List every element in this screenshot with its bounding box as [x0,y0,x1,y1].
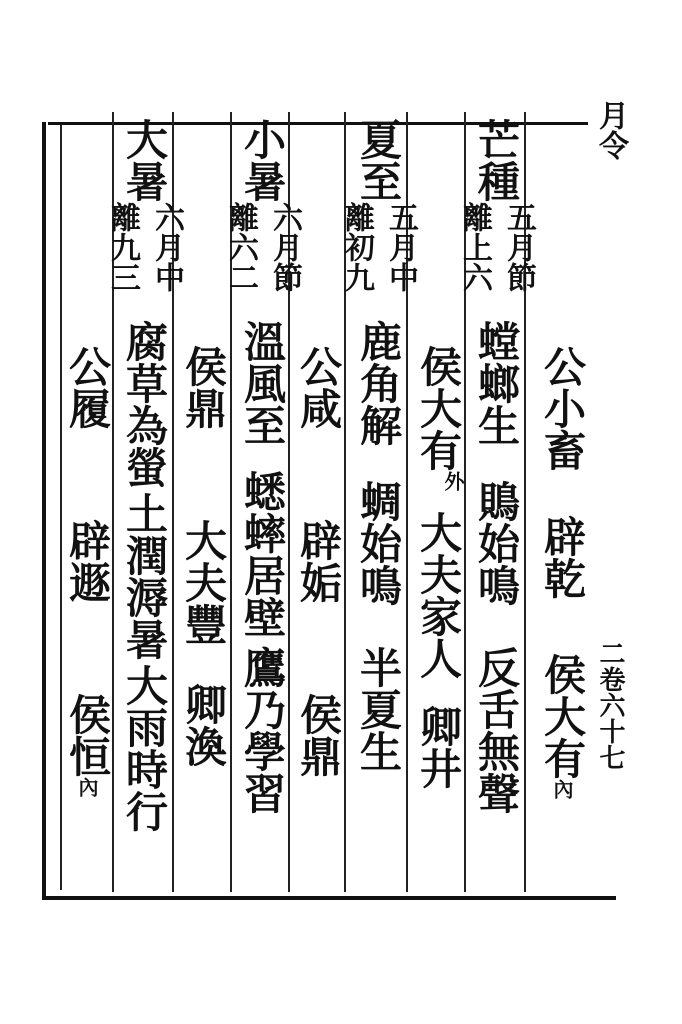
entry-text: 辟遯 [63,519,112,603]
subnote-right: 五月中 [383,202,418,292]
entry-text: 反舌無聲 [472,646,521,814]
solar-term-heading: 大暑 [120,118,169,202]
entry-text: 侯大有 [538,653,587,779]
text-column-7 [105,118,184,832]
entry-text: 半夏生 [354,646,403,772]
subnote-right: 五月節 [501,202,536,292]
entry-text: 侯鼎 [179,345,228,429]
note-text: 外 [441,471,465,491]
frame-left-border [42,122,46,900]
entry-text: 卿渙 [179,683,228,767]
note-text: 內 [550,779,574,799]
solar-term-heading: 芒種 [472,118,521,202]
entry-text: 腐草為螢 [120,320,169,488]
text-column-0 [534,345,590,799]
frame-bottom-border [42,896,616,900]
subnote-right: 六月中 [149,202,184,292]
entry-text: 鵙始鳴 [472,480,521,606]
entry-text: 公咸 [294,345,343,429]
entry-text: 鷹乃學習 [238,646,287,814]
text-column-5 [223,118,302,814]
text-column-1 [457,118,536,814]
note-text: 內 [75,777,99,797]
text-column-6 [176,345,230,767]
text-column-3 [339,118,418,772]
entry-text: 鹿角解 [354,320,403,446]
subnote-right: 六月節 [267,202,302,292]
entry-text: 大夫家人 [414,511,463,679]
entry-text: 溫風至 [238,320,287,446]
entry-text: 蟋蟀居壁 [238,470,287,638]
entry-text: 辟姤 [294,519,343,603]
solar-term-subnote [221,202,303,292]
entry-text: 大夫豐 [179,519,228,645]
entry-text: 土潤溽暑 [120,492,169,660]
entry-text: 蜩始鳴 [354,480,403,606]
text-column-2 [410,345,466,789]
margin-top-text: 月令 [593,100,628,160]
text-column-8 [62,345,112,797]
solar-term-heading: 小暑 [238,118,287,202]
entry-text: 侯鼎 [294,693,343,777]
entry-text: 公小畜 [538,345,587,471]
text-column-4 [292,345,344,777]
subnote-left: 離六二 [223,202,258,292]
entry-text: 侯恒 [63,693,112,777]
solar-term-subnote [337,202,419,292]
entry-text: 辟乾 [538,515,587,599]
entry-text: 大雨時行 [120,664,169,832]
entry-text: 螳螂生 [472,320,521,446]
solar-term-subnote [103,202,185,292]
entry-text: 侯大有 [414,345,463,471]
margin-bottom-text: 二卷六十七 [595,640,625,770]
margin-text [592,100,628,770]
solar-term-subnote [455,202,537,292]
subnote-left: 離上六 [457,202,492,292]
subnote-left: 離初九 [339,202,374,292]
solar-term-heading: 夏至 [354,118,403,202]
subnote-left: 離九三 [105,202,140,292]
entry-text: 卿井 [414,705,463,789]
entry-text: 公履 [63,345,112,429]
